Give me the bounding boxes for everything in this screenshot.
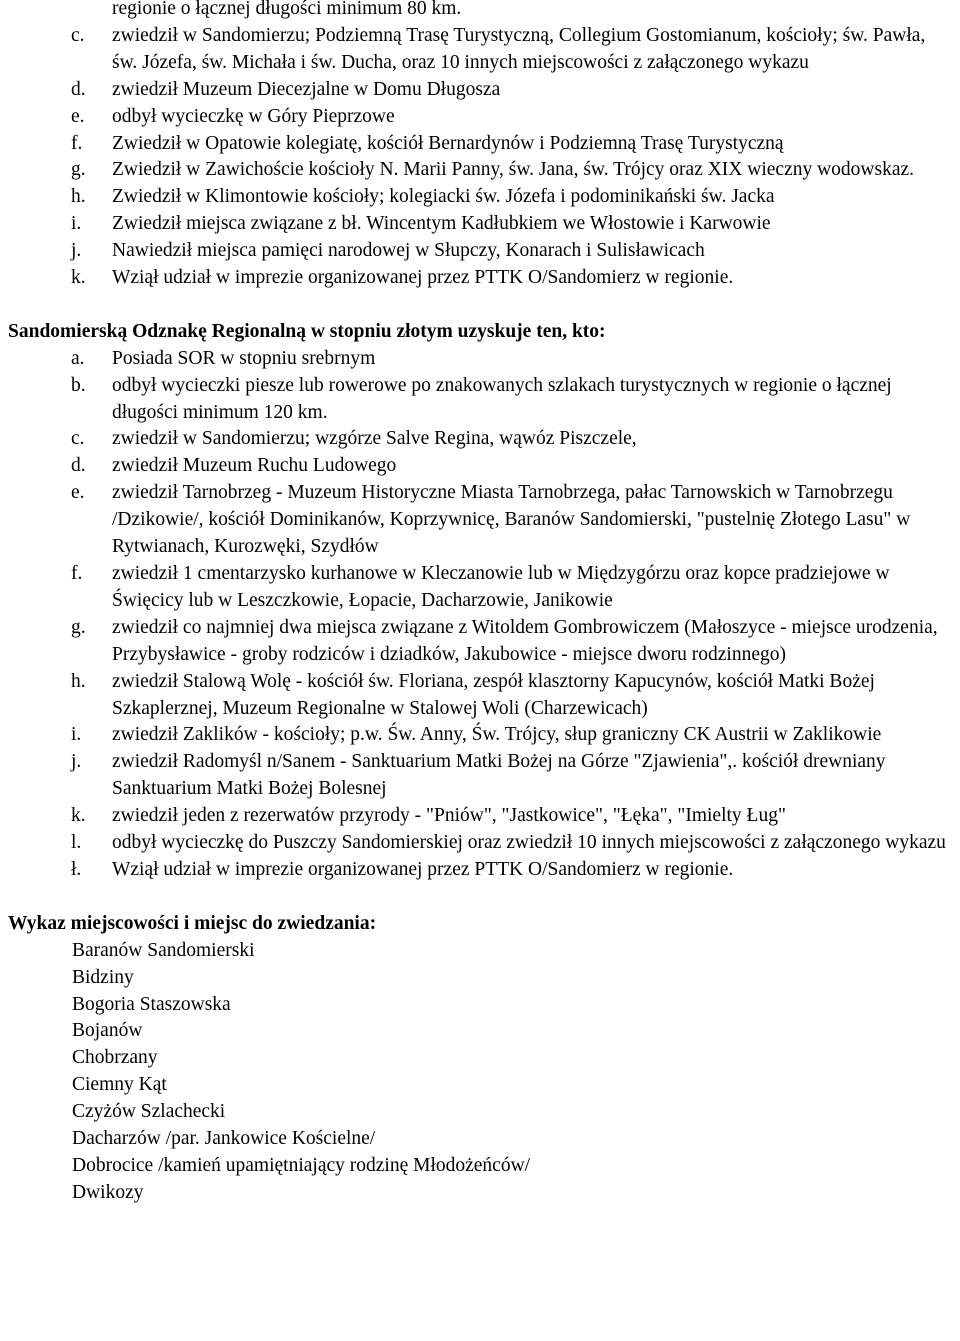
place-item: Bidziny [72, 966, 134, 988]
list-item-text: Nawiedził miejsca pamięci narodowej w Słupczy, Konarach i Sulisławicach [112, 240, 705, 262]
list-item [0, 749, 960, 803]
list-item-text: zwiedził Radomyśl n/Sanem - Sanktuarium Matki Bożej na Górze "Zjawienia",. kościół drewniany Sanktuarium Matki Bożej Bolesnej [112, 751, 886, 800]
list-item [0, 373, 960, 427]
list-marker: e. [71, 482, 85, 504]
place-item: Dacharzów /par. Jankowice Kościelne/ [72, 1128, 376, 1150]
list-item-text: Zwiedził w Klimontowie kościoły; kolegiacki św. Józefa i podominikański św. Jacka [112, 186, 775, 208]
section-spacer [0, 884, 960, 911]
places-section [0, 911, 960, 1207]
list-item [0, 346, 960, 373]
list-item-text: zwiedził jeden z rezerwatów przyrody - "Pniów", "Jastkowice", "Łęka", "Imielty Ług" [112, 805, 786, 827]
place-item: Dwikozy [72, 1181, 144, 1203]
list-item [0, 722, 960, 749]
list-item [0, 157, 960, 184]
place-item: Chobrzany [72, 1047, 158, 1069]
list-marker: h. [71, 186, 86, 208]
list-item [0, 426, 960, 453]
place-item: Bogoria Staszowska [72, 993, 231, 1015]
list-item [0, 104, 960, 131]
list-item [0, 131, 960, 158]
list-item [0, 211, 960, 238]
list-marker: c. [71, 428, 85, 450]
list-marker: d. [71, 455, 86, 477]
silver-requirements-list [0, 0, 960, 292]
section-heading-gold: Sandomierską Odznakę Regionalną w stopniu złotym uzyskuje ten, kto: [8, 320, 606, 342]
list-item [0, 265, 960, 292]
list-item-text: zwiedził Muzeum Diecezjalne w Domu Długosza [112, 78, 501, 100]
list-marker: l. [71, 832, 82, 854]
list-item-text: zwiedził w Sandomierzu; Podziemną Trasę Turystyczną, Collegium Gostomianum, kościoły; św. Pawła, św. Józefa, św. Michała i św. Ducha, oraz 10 innych miejscowości z załączonego wykazu [112, 24, 926, 73]
list-item-text: zwiedził co najmniej dwa miejsca związane z Witoldem Gombrowiczem (Małoszyce - miejsce urodzenia, Przybysławice - groby rodziców i dziadków, Jakubowice - miejsce dworu rodzinnego) [112, 616, 938, 665]
list-item-text: Posiada SOR w stopniu srebrnym [112, 347, 376, 369]
list-marker: e. [71, 105, 85, 127]
place-item: Baranów Sandomierski [72, 939, 255, 961]
list-marker: i. [71, 724, 82, 746]
list-item-text: odbył wycieczki piesze lub rowerowe po znakowanych szlakach turystycznych w regionie o łącznej długości minimum 120 km. [112, 374, 892, 423]
list-item [0, 238, 960, 265]
list-item [0, 480, 960, 561]
list-item [0, 23, 960, 77]
list-item-text: zwiedził Zaklików - kościoły; p.w. Św. Anny, Św. Trójcy, słup graniczny CK Austrii w Zaklikowie [112, 724, 882, 746]
list-marker: g. [71, 616, 86, 638]
list-marker: h. [71, 670, 86, 692]
list-marker: c. [71, 24, 85, 46]
list-item-text: Zwiedził w Zawichoście kościoły N. Marii Panny, św. Jana, św. Trójcy oraz XIX wieczny wodowskaz. [112, 159, 915, 181]
list-item [0, 857, 960, 884]
list-marker: a. [71, 347, 85, 369]
list-marker: b. [71, 374, 86, 396]
list-marker: j. [71, 751, 82, 773]
list-marker: f. [71, 563, 83, 585]
list-item-text: odbył wycieczkę do Puszczy Sandomierskiej oraz zwiedził 10 innych miejscowości z załączonego wykazu [112, 832, 946, 854]
list-marker: i. [71, 213, 82, 235]
list-item [0, 830, 960, 857]
place-item: Bojanów [72, 1020, 143, 1042]
list-item-text: Zwiedził miejsca związane z bł. Wincentym Kadłubkiem we Włostowie i Karwowie [112, 213, 771, 235]
list-item-text: Zwiedził w Opatowie kolegiatę, kościół Bernardynów i Podziemną Trasę Turystyczną [112, 132, 784, 154]
list-marker: ł. [71, 858, 82, 880]
list-item-text: zwiedził 1 cmentarzysko kurhanowe w Kleczanowie lub w Międzygórzu oraz kopce pradziejowe w Święcicy lub w Leszczkowie, Łopacie, Dacharzowie, Janikowie [112, 563, 890, 611]
list-marker: d. [71, 78, 86, 100]
list-item [0, 453, 960, 480]
list-item-continuation: regionie o łącznej długości minimum 80 km. [112, 0, 462, 19]
list-item [0, 77, 960, 104]
list-item [0, 669, 960, 723]
place-item: Dobrocice /kamień upamiętniający rodzinę Młodożeńców/ [72, 1154, 531, 1176]
list-item-text: zwiedził w Sandomierzu; wzgórze Salve Regina, wąwóz Piszczele, [112, 428, 637, 450]
section-spacer [0, 292, 960, 319]
list-item-text: zwiedził Stalową Wolę - kościół św. Floriana, zespół klasztorny Kapucynów, kościół Matki Bożej Szkaplerznej, Muzeum Regionalne w Stalowej Woli (Charzewicach) [112, 670, 875, 719]
section-heading-places: Wykaz miejscowości i miejsc do zwiedzania: [8, 912, 377, 934]
list-item [0, 561, 960, 615]
list-marker: f. [71, 132, 83, 154]
list-item [0, 615, 960, 669]
list-item-text: Wziął udział w imprezie organizowanej przez PTTK O/Sandomierz w regionie. [112, 267, 734, 289]
list-marker: g. [71, 159, 86, 181]
place-item: Ciemny Kąt [72, 1074, 167, 1096]
list-item-text: zwiedził Muzeum Ruchu Ludowego [112, 455, 397, 477]
list-marker: k. [71, 267, 86, 289]
list-item [0, 803, 960, 830]
list-marker: j. [71, 240, 82, 262]
list-marker: k. [71, 805, 86, 827]
gold-requirements-section [0, 319, 960, 884]
list-item-text: odbył wycieczkę w Góry Pieprzowe [112, 105, 395, 127]
list-item-text: zwiedził Tarnobrzeg - Muzeum Historyczne Miasta Tarnobrzega, pałac Tarnowskich w Tarnobrzegu /Dzikowie/, kościół Dominikanów, Koprzywnicę, Baranów Sandomierski, "pustelnię Złotego Lasu" w Rytwianach, Kurozwęki, Szydłów [112, 482, 911, 558]
list-item [0, 184, 960, 211]
list-item-text: Wziął udział w imprezie organizowanej przez PTTK O/Sandomierz w regionie. [112, 858, 734, 880]
place-item: Czyżów Szlachecki [72, 1101, 226, 1123]
